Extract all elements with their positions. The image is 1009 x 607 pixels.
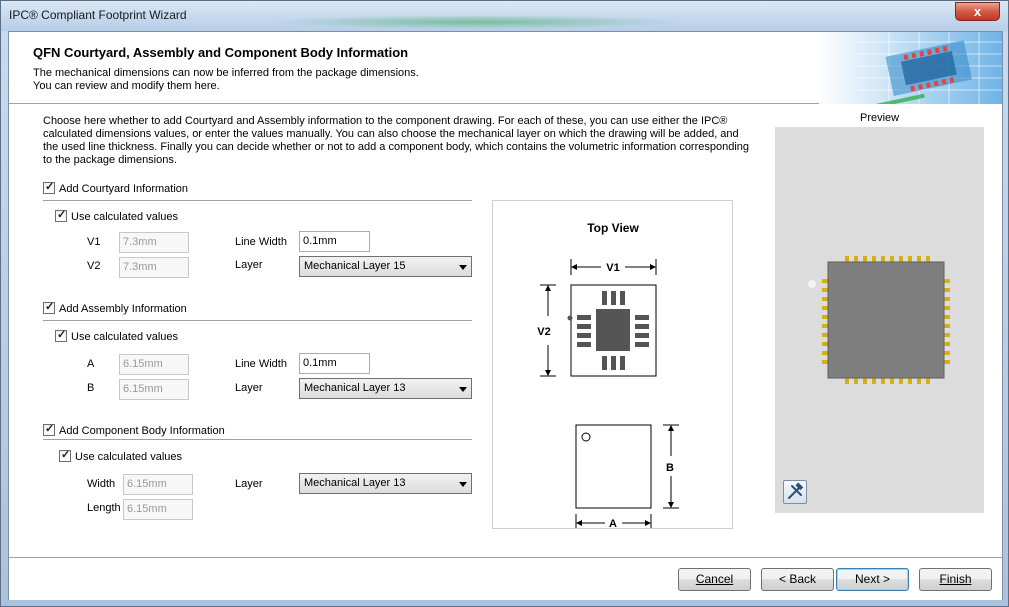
page-subtitle-line2: You can review and modify them here. (33, 80, 220, 92)
preview-tools-button[interactable] (783, 480, 807, 504)
back-button-label: < Back (778, 572, 817, 586)
body-use-calculated-checkbox[interactable] (59, 450, 182, 463)
section-divider (43, 439, 472, 440)
section-divider (43, 320, 472, 321)
length-field[interactable]: 6.15mm (123, 499, 193, 520)
assembly-use-calculated-label: Use calculated values (71, 331, 179, 343)
checkbox-icon[interactable] (59, 450, 71, 462)
assembly-layer-dropdown[interactable] (299, 378, 472, 399)
top-view-diagram (492, 200, 733, 529)
checkbox-icon[interactable] (43, 302, 55, 314)
top-view-title: Top View (587, 221, 639, 235)
title-bar-glow (271, 15, 681, 29)
assembly-layer-label: Layer (235, 382, 263, 394)
add-body-checkbox[interactable] (43, 424, 225, 437)
v2-label: V2 (87, 260, 101, 272)
next-button-label: Next > (854, 572, 890, 586)
add-assembly-checkbox[interactable] (43, 302, 187, 315)
width-label: Width (87, 478, 116, 490)
a-dimension-label: A (609, 518, 617, 528)
v1-field[interactable]: 7.3mm (119, 232, 189, 253)
chevron-down-icon (459, 265, 467, 270)
chevron-down-icon (459, 387, 467, 392)
courtyard-layer-label: Layer (235, 259, 263, 271)
next-button[interactable] (836, 568, 909, 591)
close-icon: x (973, 4, 982, 19)
checkbox-icon[interactable] (55, 210, 67, 222)
title-bar[interactable] (1, 1, 1008, 31)
add-assembly-label: Add Assembly Information (59, 303, 187, 315)
finish-button-label: Finish (939, 572, 972, 586)
assembly-line-width-field[interactable]: 0.1mm (299, 353, 370, 374)
courtyard-layer-dropdown[interactable] (299, 256, 472, 277)
add-courtyard-checkbox[interactable] (43, 182, 188, 195)
add-body-label: Add Component Body Information (59, 425, 225, 437)
page-title: QFN Courtyard, Assembly and Component Body Information (33, 45, 409, 60)
body-layer-dropdown[interactable] (299, 473, 472, 494)
checkbox-icon[interactable] (43, 182, 55, 194)
courtyard-use-calculated-checkbox[interactable] (55, 210, 178, 223)
a-label: A (87, 358, 95, 370)
header-pcb-image (819, 32, 1002, 104)
b-label: B (87, 382, 95, 394)
page-subtitle (33, 67, 419, 93)
wizard-footer (9, 557, 1002, 600)
body-layer-label: Layer (235, 478, 263, 490)
a-field[interactable]: 6.15mm (119, 354, 189, 375)
close-button[interactable] (955, 2, 1000, 21)
finish-button[interactable] (919, 568, 992, 591)
intro-text: Choose here whether to add Courtyard and Assembly information to the component drawing. For each of these, you can use either the IPC® calculated dimensions values, or enter the values manually. You can also choose the mechanical layer on which the drawing will be added, and the used line thickness. Finally you can decide whether or not to add a component body, which contains the volumetric information corresponding to the package dimensions. (43, 115, 750, 166)
preview-body (828, 262, 944, 378)
v1-dimension-label: V1 (606, 262, 620, 274)
cancel-button-label: Cancel (695, 572, 734, 586)
length-label: Length (87, 502, 121, 514)
assembly-line-width-label: Line Width (235, 358, 287, 370)
window-title: IPC® Compliant Footprint Wizard (9, 8, 187, 22)
width-field[interactable]: 6.15mm (123, 474, 193, 495)
section-divider (43, 200, 472, 201)
add-courtyard-label: Add Courtyard Information (59, 183, 189, 195)
page-subtitle-line1: The mechanical dimensions can now be inferred from the package dimensions. (33, 67, 419, 79)
courtyard-line-width-label: Line Width (235, 236, 287, 248)
v2-dimension-label: V2 (537, 326, 551, 338)
v1-label: V1 (87, 236, 101, 248)
chevron-down-icon (459, 482, 467, 487)
assembly-layer-value: Mechanical Layer 13 (304, 382, 406, 394)
body-use-calculated-label: Use calculated values (75, 451, 183, 463)
cancel-button[interactable] (678, 568, 751, 591)
courtyard-use-calculated-label: Use calculated values (71, 211, 179, 223)
b-field[interactable]: 6.15mm (119, 379, 189, 400)
wizard-page (8, 31, 1003, 600)
preview-label: Preview (860, 112, 900, 124)
courtyard-layer-value: Mechanical Layer 15 (304, 260, 406, 272)
b-dimension-label: B (666, 462, 674, 474)
courtyard-line-width-field[interactable]: 0.1mm (299, 231, 370, 252)
checkbox-icon[interactable] (55, 330, 67, 342)
back-button[interactable] (761, 568, 834, 591)
preview-3d-view[interactable] (775, 127, 984, 513)
body-layer-value: Mechanical Layer 13 (304, 477, 406, 489)
hammer-wrench-icon (784, 481, 806, 503)
assembly-use-calculated-checkbox[interactable] (55, 330, 178, 343)
page-header (9, 32, 1002, 104)
checkbox-icon[interactable] (43, 424, 55, 436)
v2-field[interactable]: 7.3mm (119, 257, 189, 278)
